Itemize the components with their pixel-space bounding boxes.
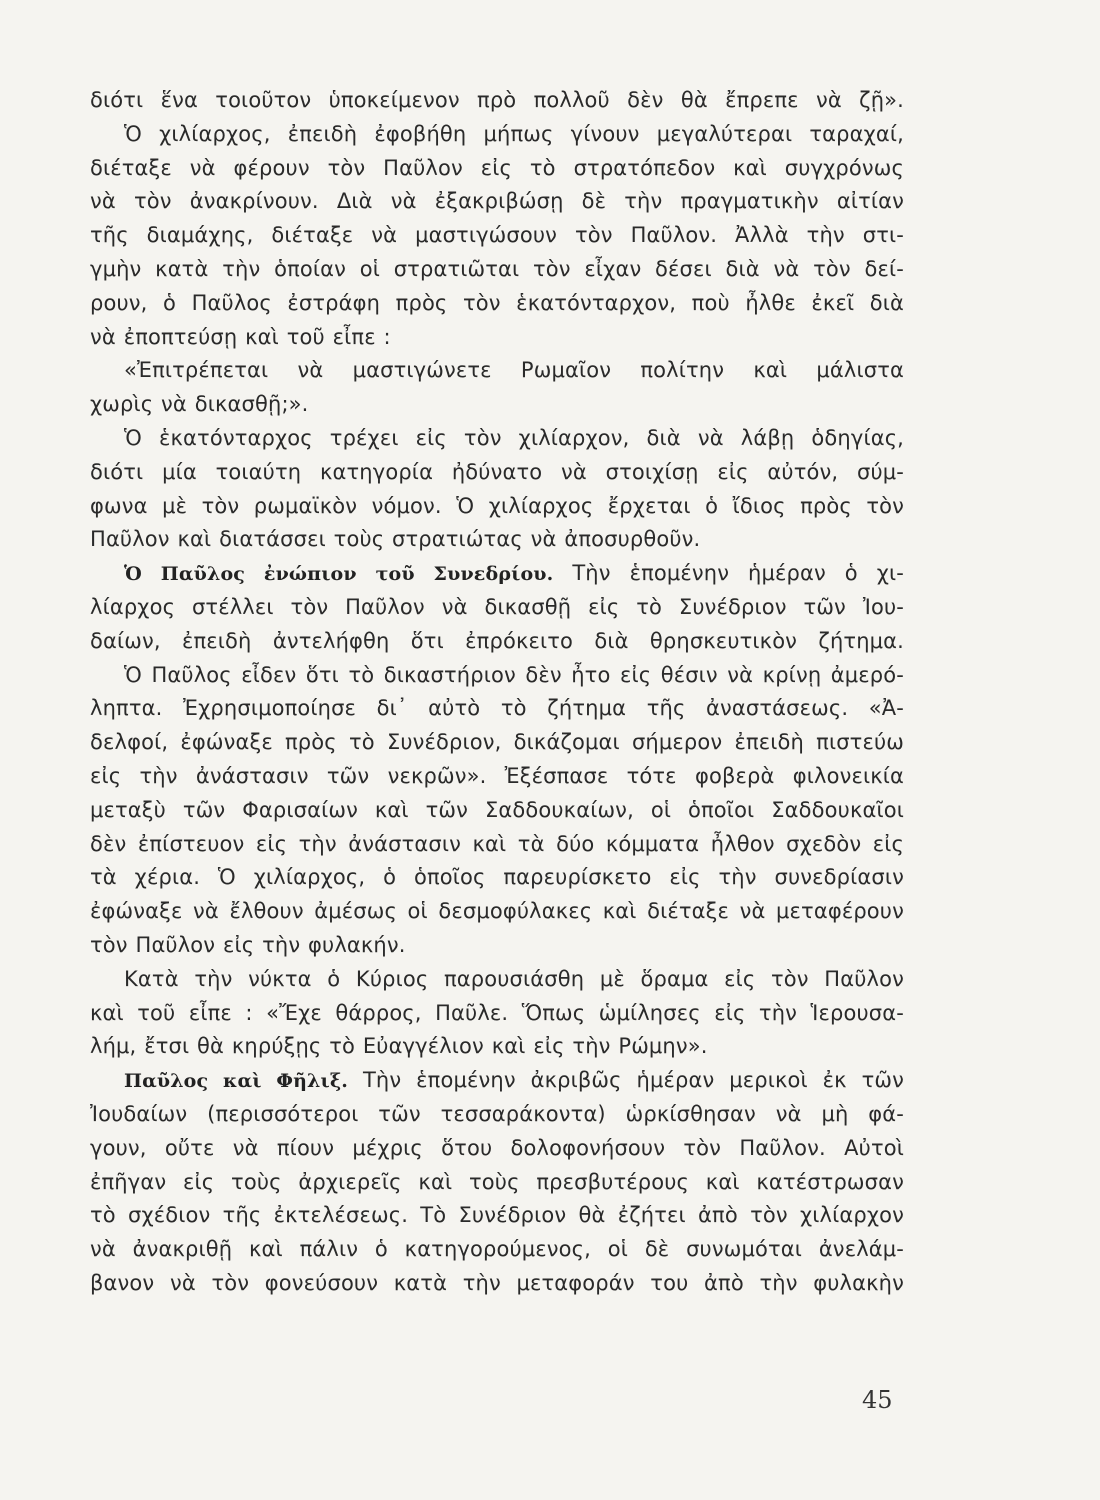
text-line: τὸ σχέδιον τῆς ἐκτελέσεως. Τὸ Συνέδριον θὰ ἐζήτει ἀπὸ τὸν χιλίαρχον	[90, 1203, 904, 1228]
text-line: Ὁ ἑκατόνταρχος τρέχει εἰς τὸν χιλίαρχον, διὰ νὰ λάβῃ ὁδηγίας,	[124, 425, 904, 450]
text-line: δαίων, ἐπειδὴ ἀντελήφθη ὅτι ἐπρόκειτο διὰ θρησκευτικὸν ζήτημα.	[90, 628, 904, 653]
text-line: χωρὶς νὰ δικασθῇ;».	[90, 392, 309, 417]
text-line: δὲν ἐπίστευον εἰς τὴν ἀνάστασιν καὶ τὰ δύο κόμματα ἦλθον σχεδὸν εἰς	[90, 831, 904, 856]
text-line: καὶ τοῦ εἶπε : «Ἔχε θάρρος, Παῦλε. Ὅπως ὡμίλησες εἰς τὴν Ἱερουσα-	[90, 1000, 904, 1025]
text-line: δελφοί, ἐφώναξε πρὸς τὸ Συνέδριον, δικάζομαι σήμερον ἐπειδὴ πιστεύω	[90, 730, 904, 755]
body-text	[90, 84, 904, 1301]
text-line: Ἰουδαίων (περισσότεροι τῶν τεσσαράκοντα) ὡρκίσθησαν νὰ μὴ φά-	[90, 1101, 904, 1126]
text-line: ληπτα. Ἐχρησιμοποίησε δι᾿ αὐτὸ τὸ ζήτημα τῆς ἀναστάσεως. «Ἀ-	[90, 696, 904, 721]
text-line: Ὁ Παῦλος εἶδεν ὅτι τὸ δικαστήριον δὲν ἦτο εἰς θέσιν νὰ κρίνῃ ἀμερό-	[124, 662, 904, 687]
text-line-rest: Τὴν ἑπομένην ἡμέραν ὁ χι-	[572, 561, 905, 586]
text-line: Ὁ χιλίαρχος, ἐπειδὴ ἐφοβήθη μήπως γίνουν μεγαλύτεραι ταραχαί,	[124, 121, 904, 146]
text-line: νὰ ἐποπτεύσῃ καὶ τοῦ εἶπε :	[90, 324, 391, 349]
section-heading-felix: Παῦλος καὶ Φῆλιξ.	[124, 1070, 349, 1093]
text-line: διότι ἕνα τοιοῦτον ὑποκείμενον πρὸ πολλοῦ δὲν θὰ ἔπρεπε νὰ ζῇ».	[90, 88, 904, 112]
text-line: διότι μία τοιαύτη κατηγορία ἠδύνατο νὰ στοιχίσῃ εἰς αὐτόν, σύμ-	[90, 459, 904, 484]
section-heading-sanhedrin: Ὁ Παῦλος ἐνώπιον τοῦ Συνεδρίου.	[124, 563, 554, 586]
text-line: νὰ ἀνακριθῇ καὶ πάλιν ὁ κατηγορούμενος, οἱ δὲ συνωμόται ἀνελάμ-	[90, 1237, 904, 1262]
text-line: τὸν Παῦλον εἰς τὴν φυλακήν.	[90, 932, 406, 957]
text-line: Κατὰ τὴν νύκτα ὁ Κύριος παρουσιάσθη μὲ ὅραμα εἰς τὸν Παῦλον	[124, 966, 904, 991]
text-line: γουν, οὔτε νὰ πίουν μέχρις ὅτου δολοφονήσουν τὸν Παῦλον. Αὐτοὶ	[90, 1135, 904, 1160]
text-line: ρουν, ὁ Παῦλος ἐστράφη πρὸς τὸν ἑκατόνταρχον, ποὺ ἦλθε ἐκεῖ διὰ	[90, 290, 904, 315]
text-line: ἐφώναξε νὰ ἔλθουν ἀμέσως οἱ δεσμοφύλακες καὶ διέταξε νὰ μεταφέρουν	[90, 899, 904, 924]
text-line: βανον νὰ τὸν φονεύσουν κατὰ τὴν μεταφοράν του ἀπὸ τὴν φυλακὴν	[90, 1270, 904, 1295]
text-line: νὰ τὸν ἀνακρίνουν. Διὰ νὰ ἐξακριβώσῃ δὲ τὴν πραγματικὴν αἰτίαν	[90, 189, 904, 214]
page-number: 45	[862, 1386, 893, 1414]
text-line: μεταξὺ τῶν Φαρισαίων καὶ τῶν Σαδδουκαίων, οἱ ὁποῖοι Σαδδουκαῖοι	[90, 797, 904, 822]
text-line: «Ἐπιτρέπεται νὰ μαστιγώνετε Ρωμαῖον πολίτην καὶ μάλιστα	[124, 358, 904, 383]
text-line: Παῦλον καὶ διατάσσει τοὺς στρατιώτας νὰ ἀποσυρθοῦν.	[90, 527, 701, 552]
text-line: φωνα μὲ τὸν ρωμαϊκὸν νόμον. Ὁ χιλίαρχος ἔρχεται ὁ ἴδιος πρὸς τὸν	[90, 493, 904, 518]
text-line: τὰ χέρια. Ὁ χιλίαρχος, ὁ ὁποῖος παρευρίσκετο εἰς τὴν συνεδρίασιν	[90, 865, 904, 890]
text-line-rest: Τὴν ἑπομένην ἀκριβῶς ἡμέραν μερικοὶ ἐκ τῶν	[362, 1068, 904, 1093]
text-line: λίαρχος στέλλει τὸν Παῦλον νὰ δικασθῇ εἰς τὸ Συνέδριον τῶν Ἰου-	[90, 594, 904, 619]
text-line: εἰς τὴν ἀνάστασιν τῶν νεκρῶν». Ἐξέσπασε τότε φοβερὰ φιλονεικία	[90, 763, 904, 788]
text-line: ἐπῆγαν εἰς τοὺς ἀρχιερεῖς καὶ τοὺς πρεσβυτέρους καὶ κατέστρωσαν	[90, 1169, 904, 1194]
text-line-with-heading	[90, 557, 904, 591]
text-line: διέταξε νὰ φέρουν τὸν Παῦλον εἰς τὸ στρατόπεδον καὶ συγχρόνως	[90, 155, 904, 180]
text-line: γμὴν κατὰ τὴν ὁποίαν οἱ στρατιῶται τὸν εἶχαν δέσει διὰ νὰ τὸν δεί-	[90, 256, 904, 281]
text-line: λήμ, ἔτσι θὰ κηρύξῃς τὸ Εὐαγγέλιον καὶ εἰς τὴν Ρώμην».	[90, 1034, 708, 1059]
text-line-with-heading	[90, 1064, 904, 1098]
text-line: τῆς διαμάχης, διέταξε νὰ μαστιγώσουν τὸν Παῦλον. Ἀλλὰ τὴν στι-	[90, 223, 904, 248]
